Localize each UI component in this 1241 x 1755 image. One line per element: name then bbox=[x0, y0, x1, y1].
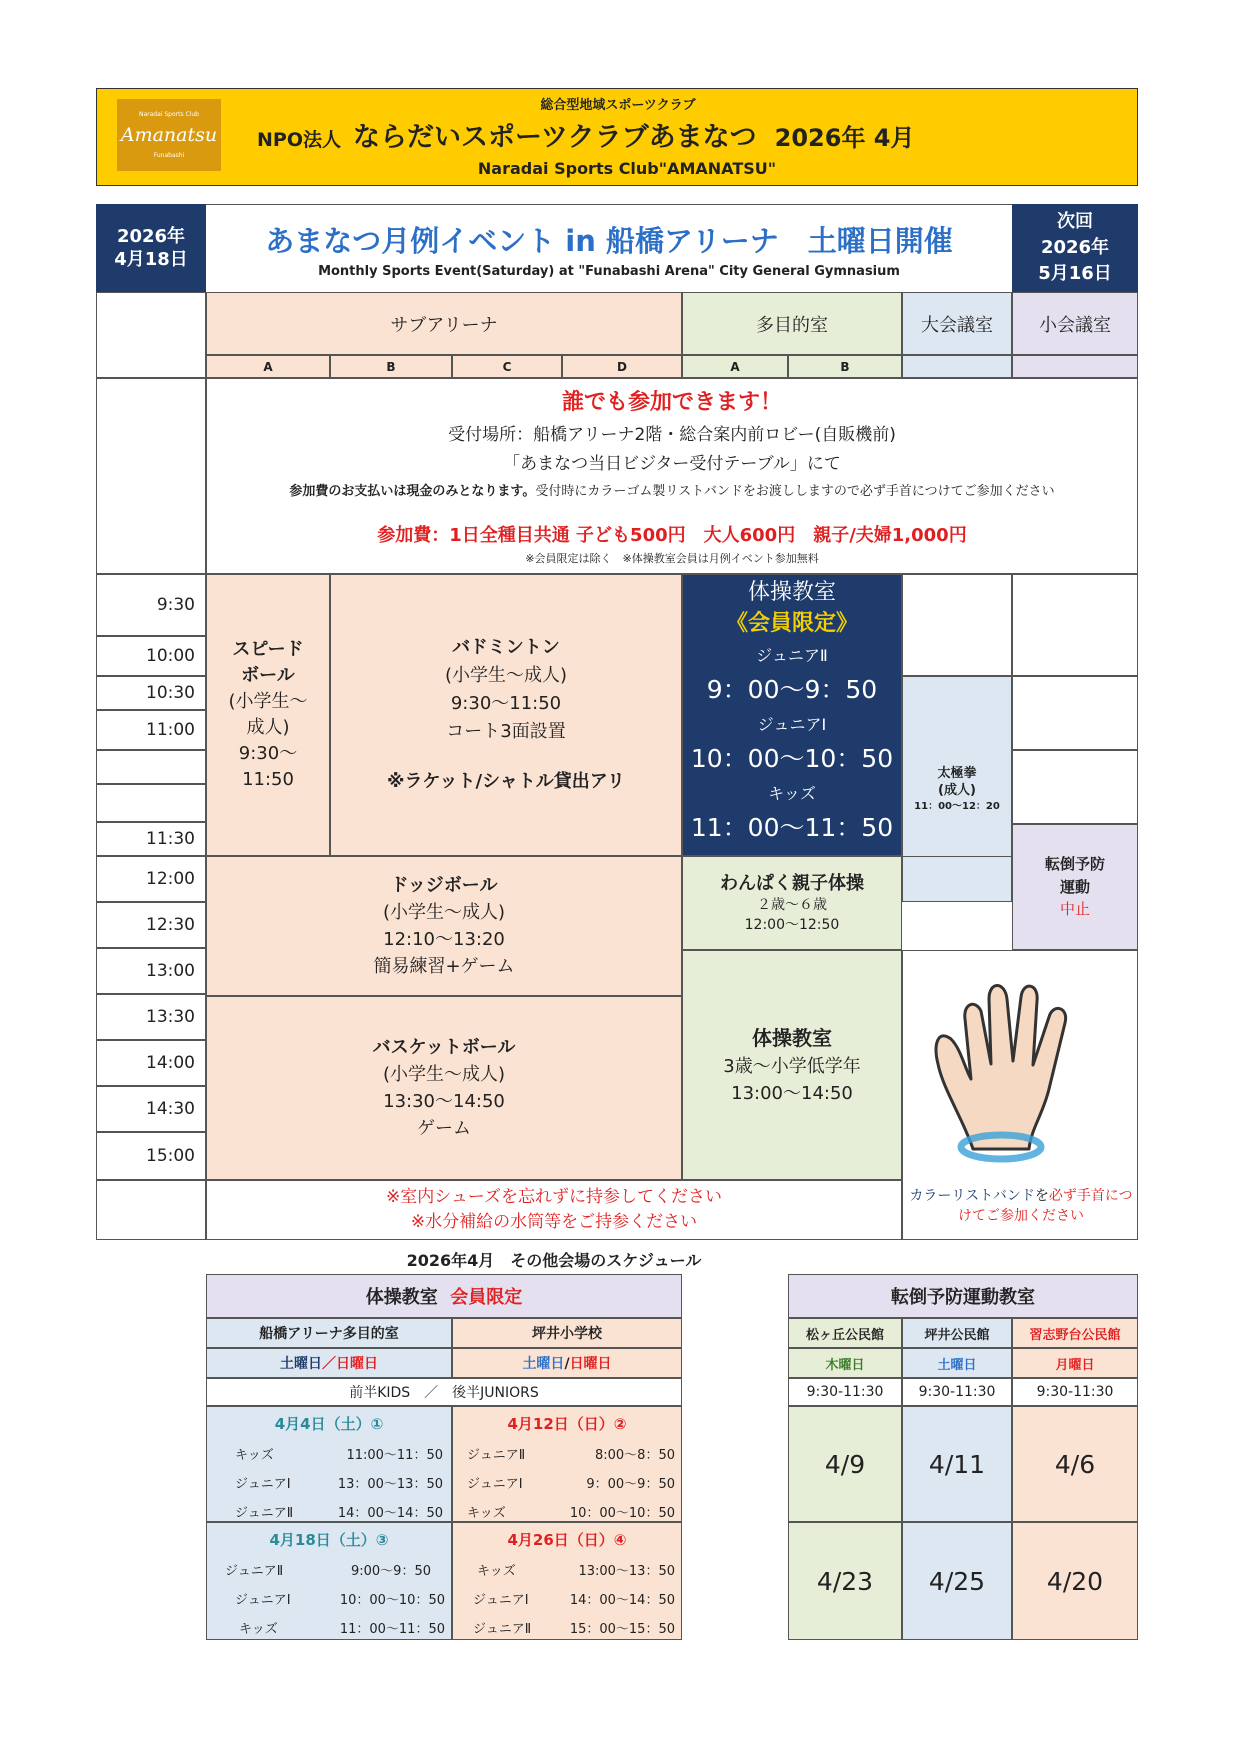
gym-block-row bbox=[453, 1502, 681, 1521]
fall-day-1-label: 木曜日 bbox=[825, 1357, 865, 1373]
court-c-label: C bbox=[502, 359, 512, 374]
wristband-note-red: 必ず手首につけてご参加ください bbox=[958, 1188, 1133, 1224]
gym-row-class: ジュニアⅡ bbox=[235, 1506, 294, 1521]
fall-date-cell bbox=[1012, 1406, 1138, 1522]
speedball-l4: 成人) bbox=[246, 717, 290, 738]
badminton-name: バドミントン bbox=[452, 637, 560, 659]
gym-days-2-sat: 土曜日 bbox=[522, 1356, 565, 1372]
fall-time-1-label: 9:30-11:30 bbox=[806, 1384, 884, 1400]
gym-split-label: 前半KIDS ／ 後半JUNIORS bbox=[349, 1385, 539, 1401]
time-slot bbox=[96, 636, 206, 676]
fall-venue-2-label: 坪井公民館 bbox=[924, 1327, 990, 1343]
event-date-md: 4月18日 bbox=[114, 249, 188, 270]
time-label: 10:30 bbox=[146, 683, 195, 703]
court-multi-a-label: A bbox=[730, 359, 740, 374]
venue-sub-arena bbox=[206, 292, 682, 355]
basketball-l2: 13:30～14:50 bbox=[383, 1091, 505, 1112]
court-small-blank bbox=[1012, 355, 1138, 378]
gym-row-class: ジュニアⅡ bbox=[473, 1622, 532, 1637]
speedball-l6: 11:50 bbox=[242, 769, 294, 791]
venue-small-room bbox=[1012, 292, 1138, 355]
gym-row-time: 15：00～15：50 bbox=[569, 1622, 675, 1637]
gym-table-title-main: 体操教室 bbox=[365, 1287, 438, 1308]
gym-days-1-slash: ／ bbox=[322, 1356, 336, 1372]
gym-members-l2: 《会員限定》 bbox=[725, 611, 858, 636]
time-slot bbox=[96, 676, 206, 710]
notice-fee: 参加費：1日全種目共通 子ども500円 大人600円 親子/夫婦1,000円 bbox=[377, 525, 967, 546]
court-multi-a bbox=[682, 355, 788, 378]
gym-class-name: 体操教室 bbox=[752, 1026, 832, 1050]
time-slot bbox=[96, 784, 206, 822]
fall-date: 4/20 bbox=[1046, 1566, 1104, 1596]
time-label: 11:30 bbox=[146, 829, 195, 849]
badminton-l3: コート3面設置 bbox=[446, 720, 566, 742]
time-slot bbox=[96, 750, 206, 784]
basketball-l3: ゲーム bbox=[417, 1118, 471, 1139]
time-slot bbox=[96, 902, 206, 948]
gym-row-time: 9：00～9：50 bbox=[586, 1477, 675, 1492]
fall-day-2-label: 土曜日 bbox=[937, 1357, 977, 1373]
header-banner bbox=[96, 88, 1138, 186]
header-title-row bbox=[257, 115, 1117, 155]
venue-large-room bbox=[902, 292, 1012, 355]
gym-members-kids: キッズ bbox=[768, 784, 816, 803]
time-slot bbox=[96, 574, 206, 636]
gym-row-class: ジュニアⅡ bbox=[225, 1564, 284, 1579]
fall-date-cell bbox=[788, 1406, 902, 1522]
court-b-label: B bbox=[386, 359, 396, 374]
gym-block-row bbox=[207, 1618, 451, 1637]
fall-date: 4/9 bbox=[824, 1449, 866, 1479]
notice-line3-rest: 受付時にカラーゴム製リストバンドをお渡ししますので必ず手首につけてご参加ください bbox=[535, 484, 1055, 499]
event-gym-members bbox=[682, 574, 902, 856]
fall-table-title-label: 転倒予防運動教室 bbox=[891, 1287, 1035, 1308]
fall-table-title bbox=[788, 1274, 1138, 1318]
speedball-l3: (小学生～ bbox=[228, 690, 308, 712]
gym-block-row bbox=[453, 1444, 681, 1463]
speedball-l2: ボール bbox=[241, 664, 295, 686]
gym-row-class: キッズ bbox=[235, 1448, 274, 1463]
fall-date-cell bbox=[1012, 1522, 1138, 1640]
dodgeball-l1: (小学生～成人) bbox=[382, 902, 506, 923]
fall-time-2-label: 9:30-11:30 bbox=[918, 1384, 996, 1400]
gym-venue-2 bbox=[452, 1318, 682, 1348]
gym-venue-2-label: 坪井小学校 bbox=[532, 1326, 602, 1342]
fall-date-cell bbox=[902, 1406, 1012, 1522]
fall-venue-1 bbox=[788, 1318, 902, 1348]
court-b bbox=[330, 355, 452, 378]
wristband-note-a: を bbox=[1034, 1188, 1049, 1204]
court-multi-b-label: B bbox=[840, 359, 850, 374]
small-room-blank-2 bbox=[1012, 676, 1138, 750]
gym-table-title bbox=[206, 1274, 682, 1318]
header-month: 2026年 4月 bbox=[774, 124, 915, 152]
fall-day-2 bbox=[902, 1348, 1012, 1378]
gym-days-1 bbox=[206, 1348, 452, 1378]
wristband-note-blue: カラーリストバンド bbox=[909, 1188, 1035, 1204]
gym-venue-1-label: 船橋アリーナ多目的室 bbox=[259, 1326, 399, 1342]
fall-date-cell bbox=[788, 1522, 902, 1640]
notice-box bbox=[206, 378, 1138, 574]
next-label: 次回 bbox=[1057, 210, 1093, 232]
taichi-l2: (成人) bbox=[938, 783, 976, 799]
gym-block-row bbox=[207, 1473, 451, 1492]
header-english: Naradai Sports Club"AMANATSU" bbox=[477, 159, 777, 178]
fall-prevention-l2: 運動 bbox=[1059, 877, 1090, 896]
gym-row-class: ジュニアⅠ bbox=[235, 1593, 291, 1608]
gym-row-time: 9:00～9：50 bbox=[350, 1564, 431, 1579]
gym-block-2-date: 4月12日（日）② bbox=[507, 1415, 627, 1433]
gym-row-class: ジュニアⅠ bbox=[235, 1477, 291, 1492]
gym-members-j2: ジュニアⅡ bbox=[756, 646, 828, 665]
gym-table-title-red: 会員限定 bbox=[450, 1287, 523, 1308]
notice-headline: 誰でも参加できます！ bbox=[561, 390, 782, 415]
gym-row-class: キッズ bbox=[477, 1564, 516, 1579]
gym-row-time: 14：00～14：50 bbox=[569, 1593, 675, 1608]
gym-row-class: キッズ bbox=[467, 1506, 506, 1521]
taichi-l1: 太極拳 bbox=[937, 765, 977, 781]
gym-block-1 bbox=[206, 1406, 452, 1522]
gym-block-row bbox=[207, 1502, 451, 1521]
court-d bbox=[562, 355, 682, 378]
notice-left-blank bbox=[96, 378, 206, 574]
fall-venue-1-label: 松ヶ丘公民館 bbox=[805, 1327, 884, 1343]
court-large-blank bbox=[902, 355, 1012, 378]
venue-multi-label: 多目的室 bbox=[756, 314, 828, 336]
gym-members-t1: 9：00～9：50 bbox=[706, 675, 878, 704]
footer-note-2: ※水分補給の水筒等をご持参ください bbox=[410, 1212, 698, 1232]
fall-venue-3-label: 習志野台公民館 bbox=[1029, 1327, 1121, 1343]
time-label: 15:00 bbox=[146, 1146, 195, 1166]
next-event bbox=[1012, 204, 1138, 292]
event-parent-child bbox=[682, 856, 902, 950]
court-c bbox=[452, 355, 562, 378]
notice-line2: 「あまなつ当日ビジター受付テーブル」にて bbox=[503, 454, 841, 474]
gym-days-2-sun: 日曜日 bbox=[569, 1356, 612, 1372]
small-room-blank-1 bbox=[1012, 574, 1138, 676]
time-slot bbox=[96, 856, 206, 902]
gym-block-1-date: 4月4日（土）① bbox=[274, 1415, 384, 1433]
fall-time-1 bbox=[788, 1378, 902, 1406]
venue-corner bbox=[96, 292, 206, 378]
gym-row-time: 11：00～11：50 bbox=[339, 1622, 445, 1637]
fall-venue-2 bbox=[902, 1318, 1012, 1348]
time-label: 13:00 bbox=[146, 961, 195, 981]
fall-time-2 bbox=[902, 1378, 1012, 1406]
gym-block-row bbox=[207, 1560, 451, 1579]
notice-line3 bbox=[207, 480, 1137, 499]
fall-venue-3 bbox=[1012, 1318, 1138, 1348]
time-slot bbox=[96, 994, 206, 1040]
venue-multi bbox=[682, 292, 902, 355]
gym-members-j1: ジュニアⅠ bbox=[757, 715, 827, 734]
badminton-l4: ※ラケット/シャトル貸出アリ bbox=[386, 770, 626, 792]
time-slot bbox=[96, 710, 206, 750]
footer-notes bbox=[206, 1180, 902, 1240]
time-label: 13:30 bbox=[146, 1007, 195, 1027]
gym-row-class: ジュニアⅠ bbox=[467, 1477, 523, 1492]
footer-note-1: ※室内シューズを忘れずに持参してください bbox=[385, 1187, 723, 1208]
speedball-l1: スピード bbox=[232, 638, 304, 660]
fall-date: 4/25 bbox=[928, 1566, 986, 1596]
notice-line1: 受付場所：船橋アリーナ2階・総合案内前ロビー(自販機前) bbox=[448, 425, 896, 445]
hand-wristband-icon bbox=[903, 959, 1139, 1179]
event-fall-prevention bbox=[1012, 824, 1138, 950]
fall-day-3-label: 月曜日 bbox=[1055, 1357, 1095, 1373]
gym-class-l2: 13:00～14:50 bbox=[731, 1083, 853, 1104]
gym-block-3 bbox=[206, 1522, 452, 1640]
event-dodgeball bbox=[206, 856, 682, 996]
time-label: 10:00 bbox=[146, 646, 195, 666]
time-slot bbox=[96, 1040, 206, 1086]
time-slot bbox=[96, 1086, 206, 1132]
parent-child-l1: ２歳～６歳 bbox=[757, 897, 827, 913]
court-a-label: A bbox=[263, 359, 273, 374]
time-column bbox=[96, 574, 206, 1180]
gym-venue-1 bbox=[206, 1318, 452, 1348]
gym-row-class: ジュニアⅠ bbox=[473, 1593, 529, 1608]
time-label: 14:00 bbox=[146, 1053, 195, 1073]
gym-block-2 bbox=[452, 1406, 682, 1522]
fall-day-3 bbox=[1012, 1348, 1138, 1378]
event-speedball bbox=[206, 574, 330, 856]
gym-days-1-sun: 日曜日 bbox=[336, 1356, 378, 1372]
taichi-l3: 11：00～12：20 bbox=[914, 800, 1000, 812]
footer-left-blank bbox=[96, 1180, 206, 1240]
dodgeball-l3: 簡易練習+ゲーム bbox=[373, 956, 515, 977]
event-date-year: 2026年 bbox=[116, 225, 186, 247]
time-label: 11:00 bbox=[146, 720, 195, 740]
gym-split bbox=[206, 1378, 682, 1406]
fall-date-cell bbox=[902, 1522, 1012, 1640]
gym-block-row bbox=[207, 1589, 451, 1608]
fall-prevention-l1: 転倒予防 bbox=[1044, 855, 1105, 874]
header-subtitle: 総合型地域スポーツクラブ bbox=[540, 98, 696, 113]
gym-block-row bbox=[453, 1589, 681, 1608]
gym-days-1-sat: 土曜日 bbox=[280, 1356, 322, 1372]
time-label: 9:30 bbox=[156, 595, 195, 615]
gym-row-time: 10：00～10：50 bbox=[339, 1593, 445, 1608]
wristband-note bbox=[909, 1187, 1133, 1226]
large-room-blank-top bbox=[902, 574, 1012, 676]
court-d-label: D bbox=[617, 359, 627, 374]
time-slot bbox=[96, 948, 206, 994]
logo-bottom: Funabashi bbox=[153, 152, 185, 159]
parent-child-name: わんぱく親子体操 bbox=[720, 872, 864, 894]
small-room-blank-3 bbox=[1012, 750, 1138, 824]
time-slot bbox=[96, 1132, 206, 1180]
fall-date: 4/23 bbox=[816, 1566, 874, 1596]
event-badminton bbox=[330, 574, 682, 856]
fall-time-3 bbox=[1012, 1378, 1138, 1406]
large-room-blank-bottom bbox=[902, 856, 1012, 902]
gym-row-time: 13：00～13：50 bbox=[337, 1477, 443, 1492]
gym-block-row bbox=[453, 1473, 681, 1492]
gym-days-2-slash: / bbox=[564, 1356, 570, 1372]
gym-row-time: 13:00～13：50 bbox=[578, 1564, 675, 1579]
time-slot bbox=[96, 822, 206, 856]
gym-block-row bbox=[207, 1444, 451, 1463]
fall-date: 4/6 bbox=[1054, 1449, 1096, 1479]
fall-time-3-label: 9:30-11:30 bbox=[1036, 1384, 1114, 1400]
court-multi-b bbox=[788, 355, 902, 378]
venue-small-label: 小会議室 bbox=[1039, 314, 1111, 336]
npo-label: NPO法人 bbox=[257, 129, 341, 151]
next-md: 5月16日 bbox=[1038, 263, 1112, 285]
badminton-l2: 9:30～11:50 bbox=[450, 693, 562, 715]
gym-row-time: 10：00～10：50 bbox=[569, 1506, 675, 1521]
court-a bbox=[206, 355, 330, 378]
event-subtitle: Monthly Sports Event(Saturday) at "Funabashi Arena" City General Gymnasium bbox=[318, 263, 900, 279]
event-title-box bbox=[206, 204, 1012, 292]
gym-block-3-date: 4月18日（土）③ bbox=[269, 1531, 389, 1549]
gym-members-t2: 10：00～10：50 bbox=[690, 744, 894, 773]
venue-large-label: 大会議室 bbox=[921, 314, 993, 336]
gym-block-row bbox=[453, 1560, 681, 1579]
dodgeball-l2: 12:10～13:20 bbox=[383, 929, 505, 950]
speedball-l5: 9:30～ bbox=[238, 743, 298, 765]
notice-fee-note: ※会員限定は除く ※体操教室会員は月例イベント参加無料 bbox=[525, 552, 819, 565]
event-basketball bbox=[206, 996, 682, 1180]
event-gym-class bbox=[682, 950, 902, 1180]
basketball-l1: (小学生～成人) bbox=[382, 1064, 506, 1085]
gym-class-l1: 3歳～小学低学年 bbox=[723, 1056, 861, 1077]
time-label: 14:30 bbox=[146, 1099, 195, 1119]
time-label: 12:30 bbox=[146, 915, 195, 935]
club-name: ならだいスポーツクラブあまなつ bbox=[352, 122, 757, 153]
logo-top: Naradai Sports Club bbox=[139, 111, 199, 118]
gym-block-4-date: 4月26日（日）④ bbox=[507, 1531, 627, 1549]
next-year: 2026年 bbox=[1040, 236, 1110, 258]
basketball-name: バスケットボール bbox=[372, 1037, 516, 1058]
event-title: あまなつ月例イベント in 船橋アリーナ 土曜日開催 bbox=[265, 223, 953, 258]
gym-row-class: ジュニアⅡ bbox=[467, 1448, 526, 1463]
fall-day-1 bbox=[788, 1348, 902, 1378]
gym-members-l1: 体操教室 bbox=[747, 580, 836, 605]
badminton-l1: (小学生～成人) bbox=[444, 665, 568, 687]
event-date bbox=[96, 204, 206, 292]
gym-row-class: キッズ bbox=[239, 1622, 278, 1637]
logo-main: Amanatsu bbox=[120, 124, 218, 146]
gym-row-time: 14：00～14：50 bbox=[337, 1506, 443, 1521]
gym-members-t3: 11：00～11：50 bbox=[690, 813, 894, 842]
gym-days-2 bbox=[452, 1348, 682, 1378]
fall-prevention-l3: 中止 bbox=[1059, 900, 1090, 919]
notice-line3-bold: 参加費のお支払いは現金のみとなります。 bbox=[289, 484, 536, 499]
venue-sub-arena-label: サブアリーナ bbox=[390, 314, 498, 336]
gym-row-time: 11:00～11：50 bbox=[346, 1448, 443, 1463]
dodgeball-name: ドッジボール bbox=[390, 875, 498, 896]
gym-row-time: 8:00～8：50 bbox=[594, 1448, 675, 1463]
other-title: 2026年4月 その他会場のスケジュール bbox=[406, 1250, 702, 1270]
fall-date: 4/11 bbox=[928, 1449, 986, 1479]
wristband-cell bbox=[902, 950, 1138, 1240]
time-label: 12:00 bbox=[146, 869, 195, 889]
parent-child-l2: 12:00～12:50 bbox=[744, 916, 840, 933]
gym-block-row bbox=[453, 1618, 681, 1637]
gym-block-4 bbox=[452, 1522, 682, 1640]
